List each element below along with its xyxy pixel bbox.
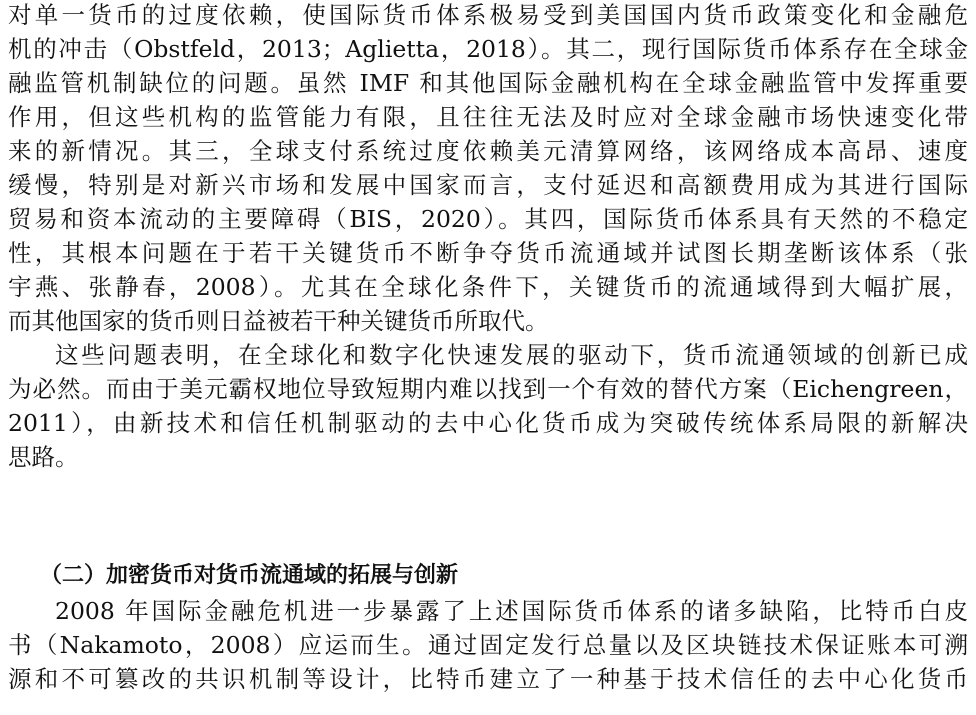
watermark xyxy=(0,686,120,714)
paragraph-line: 思路。 xyxy=(8,443,79,471)
paragraph-line: 来的新情况。其三，全球支付系统过度依赖美元清算网络，该网络成本高昂、速度 xyxy=(8,137,968,165)
paragraph-line: 机的冲击（Obstfeld，2013；Aglietta，2018）。其二，现行国际货币体系存在全球金 xyxy=(8,35,968,63)
paragraph-line: 2011），由新技术和信任机制驱动的去中心化货币成为突破传统体系局限的新解决 xyxy=(8,409,968,437)
paragraph-line: 为必然。而由于美元霸权地位导致短期内难以找到一个有效的替代方案（Eichengreen， xyxy=(8,375,968,403)
section-heading: （二）加密货币对货币流通域的拓展与创新 xyxy=(40,563,459,588)
paragraph-line: 源和不可篡改的共识机制等设计，比特币建立了一种基于技术信任的去中心化货币 xyxy=(8,665,968,693)
paragraph-line: 这些问题表明，在全球化和数字化快速发展的驱动下，货币流通领域的创新已成 xyxy=(55,341,968,369)
paragraph-line: 缓慢，特别是对新兴市场和发展中国家而言，支付延迟和高额费用成为其进行国际 xyxy=(8,171,968,199)
paragraph-line: 书（Nakamoto，2008）应运而生。通过固定发行总量以及区块链技术保证账本可溯 xyxy=(8,631,968,659)
paragraph-line: 2008 年国际金融危机进一步暴露了上述国际货币体系的诸多缺陷，比特币白皮 xyxy=(55,597,968,625)
paragraph-line: 性，其根本问题在于若干关键货币不断争夺货币流通域并试图长期垄断该体系（张 xyxy=(8,239,968,267)
paragraph-line: 贸易和资本流动的主要障碍（BIS，2020）。其四，国际货币体系具有天然的不稳定 xyxy=(8,205,968,233)
paragraph-line: 作用，但这些机构的监管能力有限，且往往无法及时应对全球金融市场快速变化带 xyxy=(8,103,968,131)
paragraph-line: 对单一货币的过度依赖，使国际货币体系极易受到美国国内货币政策变化和金融危 xyxy=(8,1,968,29)
paragraph-line: 宇燕、张静春，2008）。尤其在全球化条件下，关键货币的流通域得到大幅扩展， xyxy=(8,273,968,301)
paragraph-line: 而其他国家的货币则日益被若干种关键货币所取代。 xyxy=(8,307,549,335)
paragraph-line: 融监管机制缺位的问题。虽然 IMF 和其他国际金融机构在全球金融监管中发挥重要 xyxy=(8,69,968,97)
